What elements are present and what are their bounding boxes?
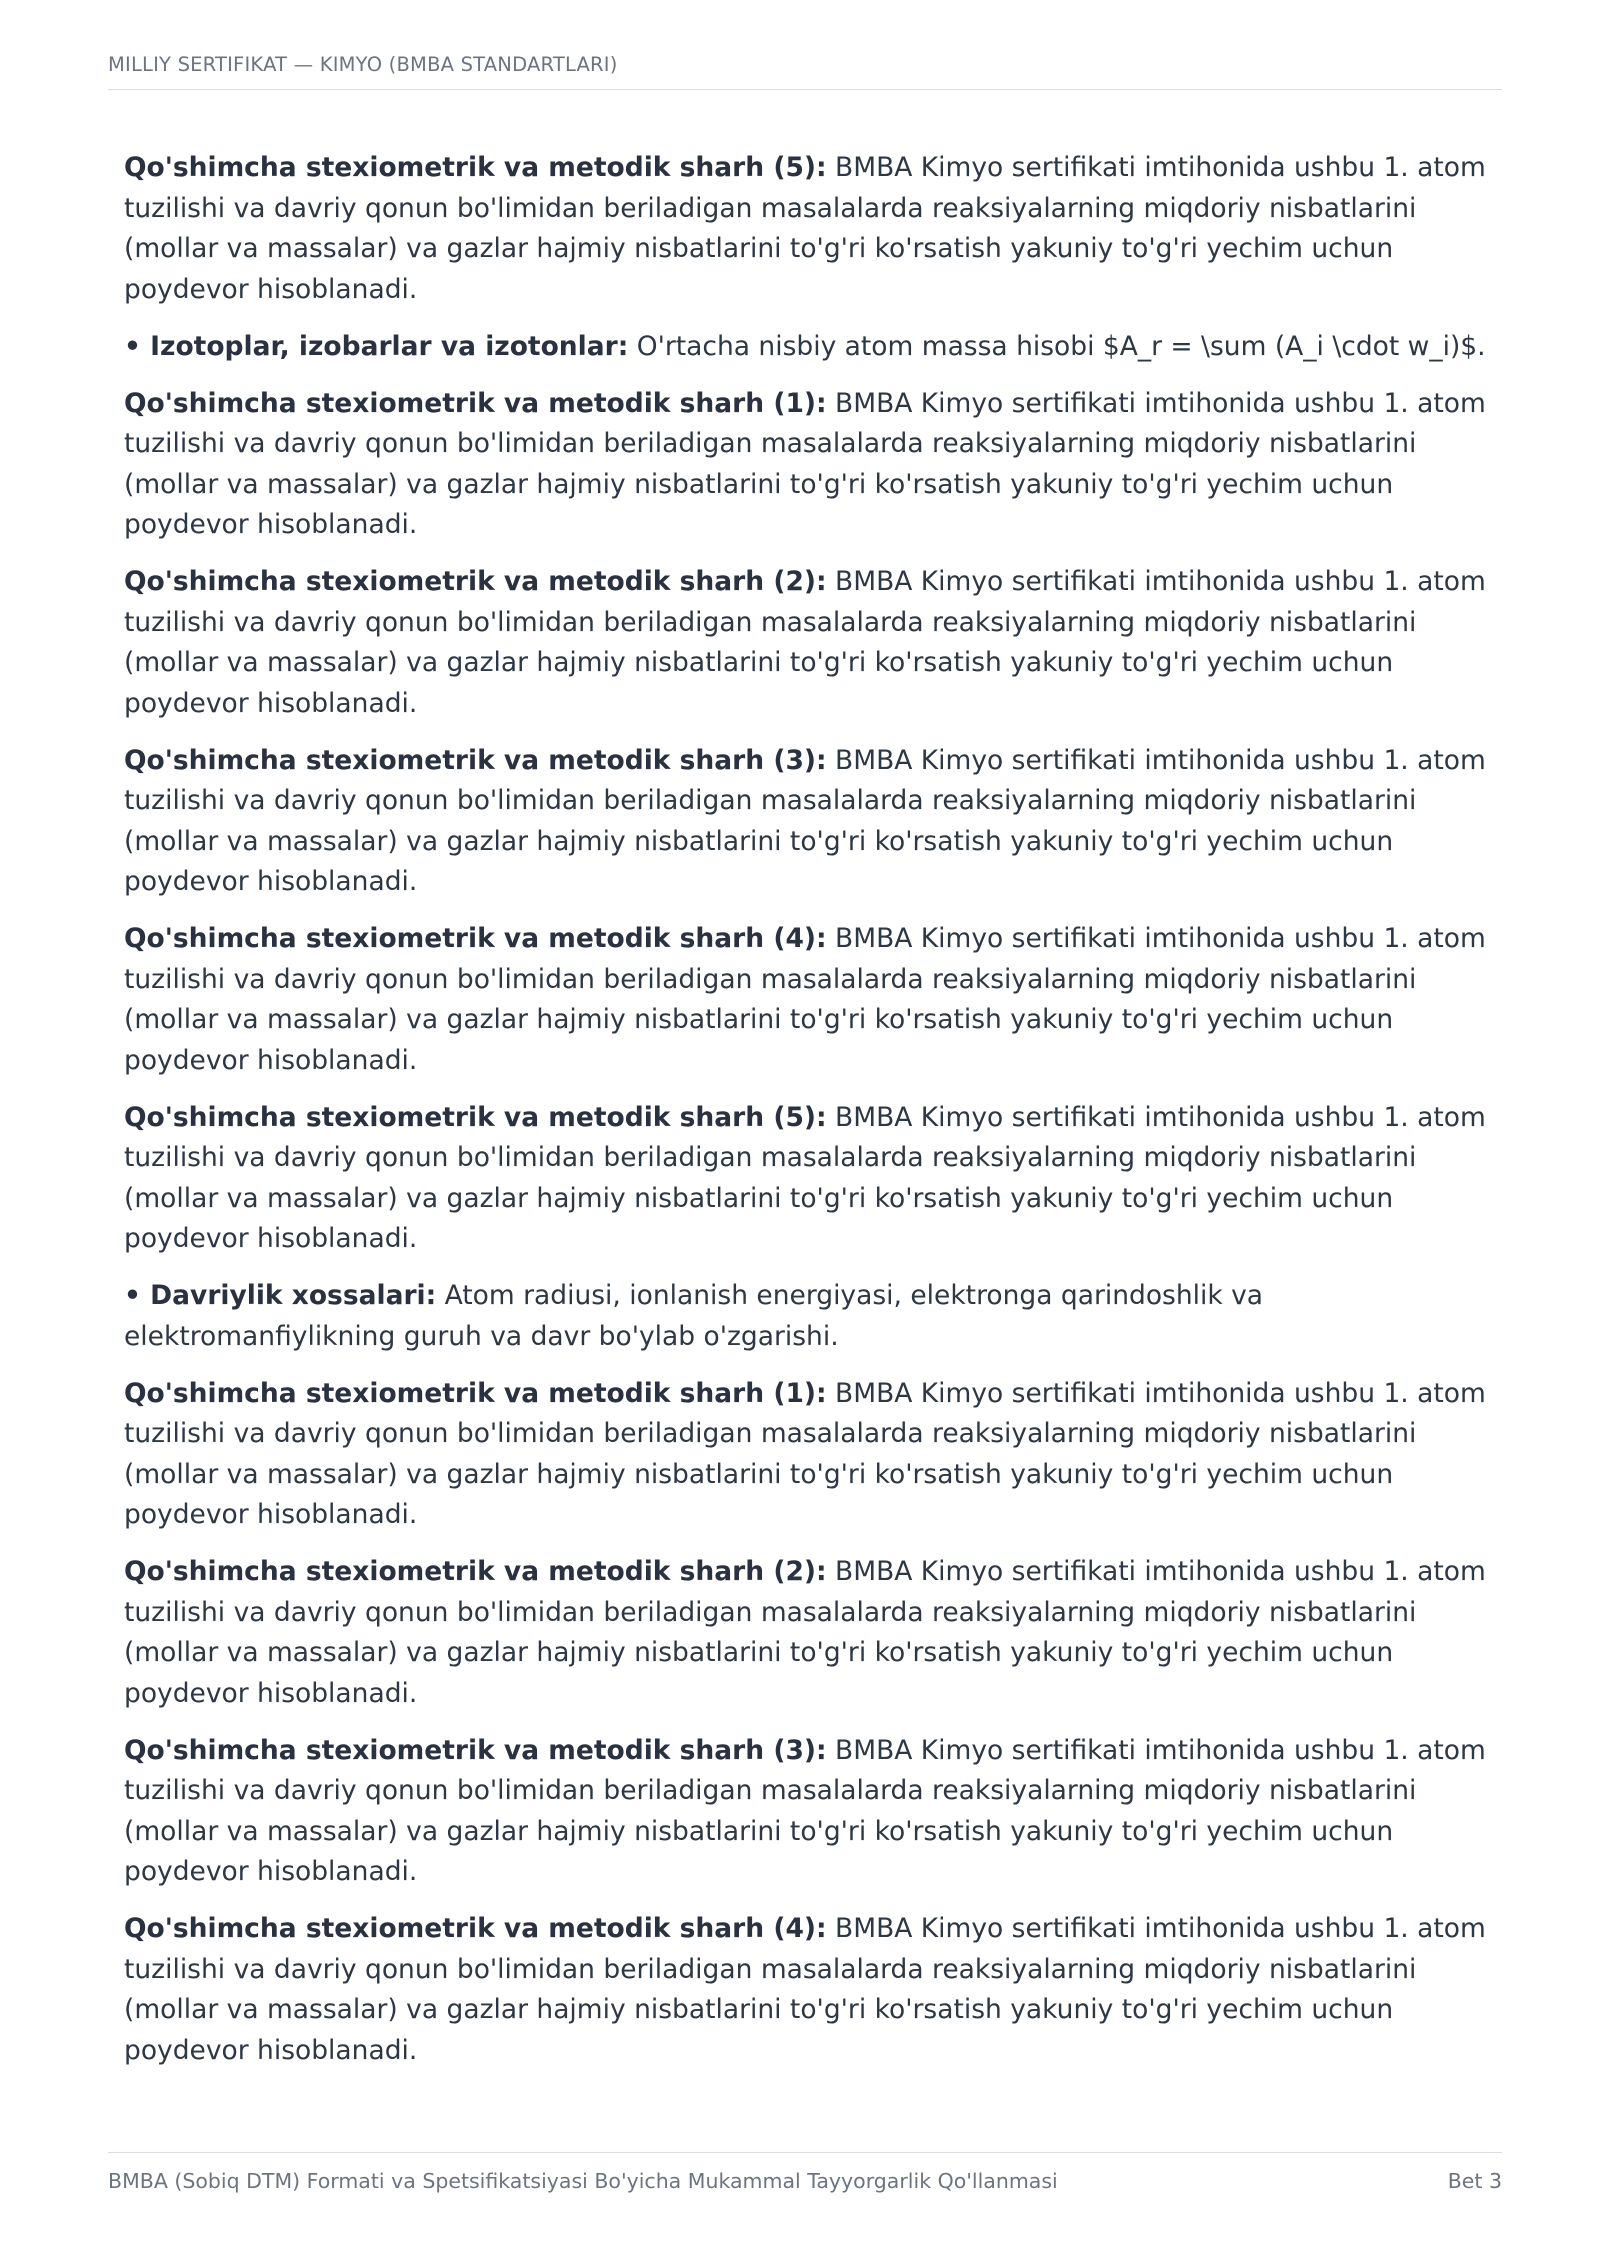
paragraph (124, 919, 1500, 1081)
paragraph-text: BMBA Kimyo sertifikati imtihonida ushbu 1. atom tuzilishi va davriy qonun bo'limidan beriladigan masalalarda reaksiyalarning miqdoriy nisbatlarini (mollar va massalar) va gazlar hajmiy nisbatlarini to'g'ri ko'rsatish yakuniy to'g'ri yechim uchun poydevor hisoblanadi. (124, 1734, 1486, 1887)
paragraph-lead: Qo'shimcha stexiometrik va metodik sharh (4): (124, 923, 827, 954)
bullet-paragraph (124, 327, 1500, 368)
paragraph (124, 1909, 1500, 2071)
paragraph (124, 384, 1500, 546)
footer-title: BMBA (Sobiq DTM) Formati va Spetsifikatsiyasi Bo'yicha Mukammal Tayyorgarlik Qo'llanmasi (108, 2169, 1058, 2193)
paragraph-text: BMBA Kimyo sertifikati imtihonida ushbu 1. atom tuzilishi va davriy qonun bo'limidan beriladigan masalalarda reaksiyalarning miqdoriy nisbatlarini (mollar va massalar) va gazlar hajmiy nisbatlarini to'g'ri ko'rsatish yakuniy to'g'ri yechim uchun poydevor hisoblanadi. (124, 923, 1486, 1076)
paragraph-text: Atom radiusi, ionlanish energiyasi, elektronga qarindoshlik va elektromanfiylikning guruh va davr bo'ylab o'zgarishi. (124, 1280, 1264, 1352)
paragraph-text: BMBA Kimyo sertifikati imtihonida ushbu 1. atom tuzilishi va davriy qonun bo'limidan beriladigan masalalarda reaksiyalarning miqdoriy nisbatlarini (mollar va massalar) va gazlar hajmiy nisbatlarini to'g'ri ko'rsatish yakuniy to'g'ri yechim uchun poydevor hisoblanadi. (124, 566, 1486, 719)
paragraph-lead: • Davriylik xossalari: (124, 1280, 437, 1311)
paragraph-text: BMBA Kimyo sertifikati imtihonida ushbu 1. atom tuzilishi va davriy qonun bo'limidan beriladigan masalalarda reaksiyalarning miqdoriy nisbatlarini (mollar va massalar) va gazlar hajmiy nisbatlarini to'g'ri ko'rsatish yakuniy to'g'ri yechim uchun poydevor hisoblanadi. (124, 744, 1486, 897)
header-title: MILLIY SERTIFIKAT — KIMYO (BMBA STANDARTLARI) (108, 53, 618, 76)
page-header (108, 52, 1502, 90)
paragraph-lead: Qo'shimcha stexiometrik va metodik sharh (1): (124, 1377, 827, 1409)
paragraph (124, 1552, 1500, 1714)
paragraph-text: O'rtacha nisbiy atom massa hisobi $A_r = \sum (A_i \cdot w_i)$. (628, 330, 1486, 362)
paragraph-text: BMBA Kimyo sertifikati imtihonida ushbu 1. atom tuzilishi va davriy qonun bo'limidan beriladigan masalalarda reaksiyalarning miqdoriy nisbatlarini (mollar va massalar) va gazlar hajmiy nisbatlarini to'g'ri ko'rsatish yakuniy to'g'ri yechim uchun poydevor hisoblanadi. (124, 1377, 1486, 1530)
bullet-paragraph (124, 1276, 1500, 1357)
paragraph-lead: • Izotoplar, izobarlar va izotonlar: (124, 330, 629, 362)
paragraph-lead: Qo'shimcha stexiometrik va metodik sharh (3): (124, 744, 827, 776)
paragraph-text: BMBA Kimyo sertifikati imtihonida ushbu 1. atom tuzilishi va davriy qonun bo'limidan beriladigan masalalarda reaksiyalarning miqdoriy nisbatlarini (mollar va massalar) va gazlar hajmiy nisbatlarini to'g'ri ko'rsatish yakuniy to'g'ri yechim uchun poydevor hisoblanadi. (124, 387, 1486, 540)
paragraph-text: BMBA Kimyo sertifikati imtihonida ushbu 1. atom tuzilishi va davriy qonun bo'limidan beriladigan masalalarda reaksiyalarning miqdoriy nisbatlarini (mollar va massalar) va gazlar hajmiy nisbatlarini to'g'ri ko'rsatish yakuniy to'g'ri yechim uchun poydevor hisoblanadi. (124, 1556, 1486, 1709)
paragraph (124, 1374, 1500, 1536)
paragraph-lead: Qo'shimcha stexiometrik va metodik sharh (2): (124, 566, 827, 597)
paragraph-lead: Qo'shimcha stexiometrik va metodik sharh (2): (124, 1556, 827, 1587)
paragraph (124, 1098, 1500, 1260)
paragraph-lead: Qo'shimcha stexiometrik va metodik sharh (3): (124, 1734, 827, 1766)
paragraph-lead: Qo'shimcha stexiometrik va metodik sharh (5): (124, 1101, 827, 1133)
paragraph (124, 562, 1500, 724)
paragraph-text: BMBA Kimyo sertifikati imtihonida ushbu 1. atom tuzilishi va davriy qonun bo'limidan beriladigan masalalarda reaksiyalarning miqdoriy nisbatlarini (mollar va massalar) va gazlar hajmiy nisbatlarini to'g'ri ko'rsatish yakuniy to'g'ri yechim uchun poydevor hisoblanadi. (124, 152, 1486, 305)
paragraph (124, 1731, 1500, 1893)
paragraph (124, 741, 1500, 903)
page-number: Bet 3 (1447, 2169, 1502, 2193)
paragraph-text: BMBA Kimyo sertifikati imtihonida ushbu 1. atom tuzilishi va davriy qonun bo'limidan beriladigan masalalarda reaksiyalarning miqdoriy nisbatlarini (mollar va massalar) va gazlar hajmiy nisbatlarini to'g'ri ko'rsatish yakuniy to'g'ri yechim uchun poydevor hisoblanadi. (124, 1101, 1486, 1254)
page-footer (108, 2152, 1502, 2195)
paragraph-text: BMBA Kimyo sertifikati imtihonida ushbu 1. atom tuzilishi va davriy qonun bo'limidan beriladigan masalalarda reaksiyalarning miqdoriy nisbatlarini (mollar va massalar) va gazlar hajmiy nisbatlarini to'g'ri ko'rsatish yakuniy to'g'ri yechim uchun poydevor hisoblanadi. (124, 1913, 1486, 2066)
paragraph (124, 148, 1500, 310)
paragraph-lead: Qo'shimcha stexiometrik va metodik sharh (5): (124, 152, 827, 183)
paragraph-lead: Qo'shimcha stexiometrik va metodik sharh (1): (124, 387, 827, 419)
document-body (124, 148, 1500, 2088)
paragraph-lead: Qo'shimcha stexiometrik va metodik sharh (4): (124, 1913, 827, 1944)
